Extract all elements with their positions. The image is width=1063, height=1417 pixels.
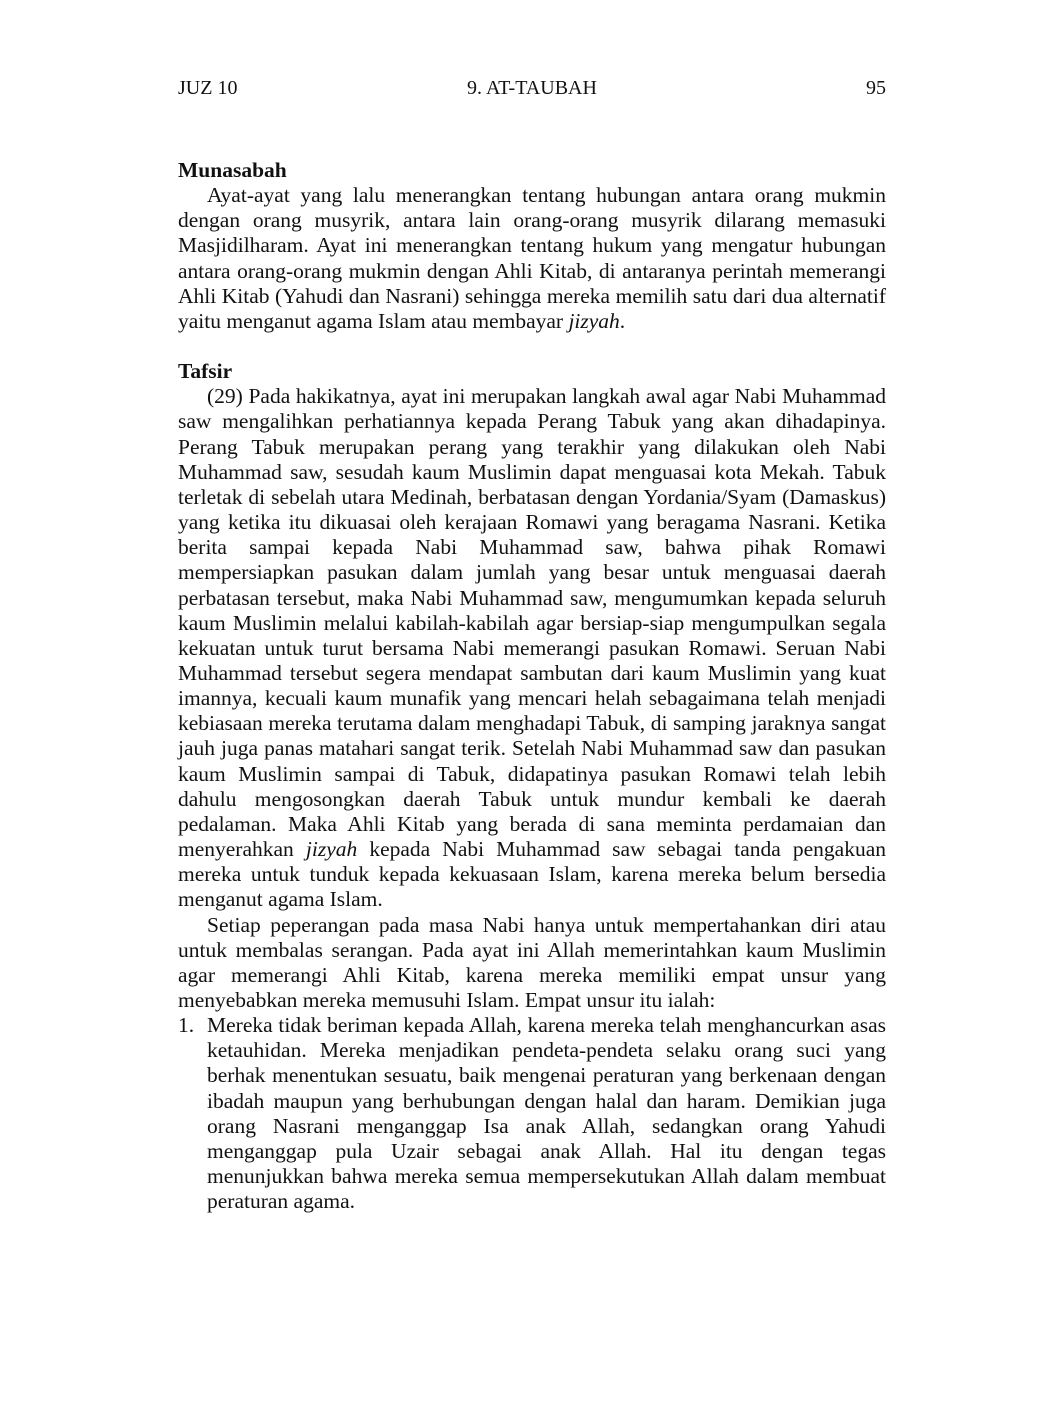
juz-label: JUZ 10 [178, 77, 238, 99]
list-item-text: Mereka tidak beriman kepada Allah, karena mereka telah menghancurkan asas ketauhidan. Mereka menjadikan pendeta-pendeta selaku orang suci yang berhak menentukan sesuatu, baik mengenai peraturan yang berkenaan dengan ibadah maupun yang berhubungan dengan halal dan haram. Demikian juga orang Nasrani menganggap Isa anak Allah, sedangkan orang Yahudi menganggap pula Uzair sebagai anak Allah. Hal itu dengan tegas menunjukkan bahwa mereka semua mempersekutukan Allah dalam membuat peraturan agama. [207, 1013, 886, 1214]
munasabah-jizyah-term: jizyah [568, 308, 620, 333]
munasabah-text: Ayat-ayat yang lalu menerangkan tentang hubungan antara orang mukmin dengan orang musyrik, antara lain orang-orang musyrik dilarang memasuki Masjidilharam. Ayat ini menerangkan tentang hukum yang mengatur hubungan antara orang-orang mukmin dengan Ahli Kitab, di antaranya perintah memerangi Ahli Kitab (Yahudi dan Nasrani) sehingga mereka memilih satu dari dua alternatif yaitu menganut agama Islam atau membayar [178, 183, 886, 333]
surah-title: 9. AT-TAUBAH [467, 77, 597, 99]
tafsir-section [178, 359, 886, 1214]
running-header [178, 76, 886, 100]
tafsir-paragraph-1-text: (29) Pada hakikatnya, ayat ini merupakan langkah awal agar Nabi Muhammad saw mengalihkan perhatiannya kepada Perang Tabuk yang akan dihadapinya. Perang Tabuk merupakan perang yang terakhir yang dilakukan oleh Nabi Muhammad saw, sesudah kaum Muslimin dapat menguasai kota Mekah. Tabuk terletak di sebelah utara Medinah, berbatasan dengan Yordania/Syam (Damaskus) yang ketika itu dikuasai oleh kerajaan Romawi yang beragama Nasrani. Ketika berita sampai kepada Nabi Muhammad saw, bahwa pihak Romawi mempersiapkan pasukan dalam jumlah yang besar untuk menguasai daerah perbatasan tersebut, maka Nabi Muhammad saw, mengumumkan kepada seluruh kaum Muslimin melalui kabilah-kabilah agar bersiap-siap mengumpulkan segala kekuatan untuk turut bersama Nabi memerangi pasukan Romawi. Seruan Nabi Muhammad tersebut segera mendapat sambutan dari kaum Muslimin yang kuat imannya, kecuali kaum munafik yang mencari helah sebagaimana telah menjadi kebiasaan mereka terutama dalam menghadapi Tabuk, di samping jaraknya sangat jauh juga panas matahari sangat terik. Setelah Nabi Muhammad saw dan pasukan kaum Muslimin sampai di Tabuk, didapatinya pasukan Romawi telah lebih dahulu mengosongkan daerah Tabuk untuk mundur kembali ke daerah pedalaman. Maka Ahli Kitab yang berada di sana meminta perdamaian dan menyerahkan [178, 384, 886, 862]
page-number: 95 [866, 77, 886, 99]
tafsir-jizyah-term: jizyah [305, 837, 358, 862]
list-item [178, 1013, 886, 1214]
munasabah-paragraph [178, 183, 886, 334]
section-spacer [178, 334, 886, 359]
tafsir-heading: Tafsir [178, 359, 233, 384]
four-elements-list [178, 1013, 886, 1214]
munasabah-text-end: . [619, 308, 626, 333]
munasabah-heading: Munasabah [178, 158, 287, 182]
list-item-number: 1. [178, 1013, 195, 1038]
munasabah-section [178, 158, 886, 334]
tafsir-paragraph-2: Setiap peperangan pada masa Nabi hanya untuk mempertahankan diri atau untuk membalas serangan. Pada ayat ini Allah memerintahkan kaum Muslimin agar memerangi Ahli Kitab, karena mereka memiliki empat unsur yang menyebabkan mereka memusuhi Islam. Empat unsur itu ialah: [178, 912, 886, 1012]
tafsir-paragraph-1-text-end: kepada Nabi Muhammad saw sebagai tanda pengakuan mereka untuk tunduk kepada kekuasaan Islam, karena mereka belum bersedia menganut agama Islam. [178, 837, 886, 912]
page-body [178, 158, 886, 1214]
tafsir-paragraph-1 [178, 384, 886, 912]
